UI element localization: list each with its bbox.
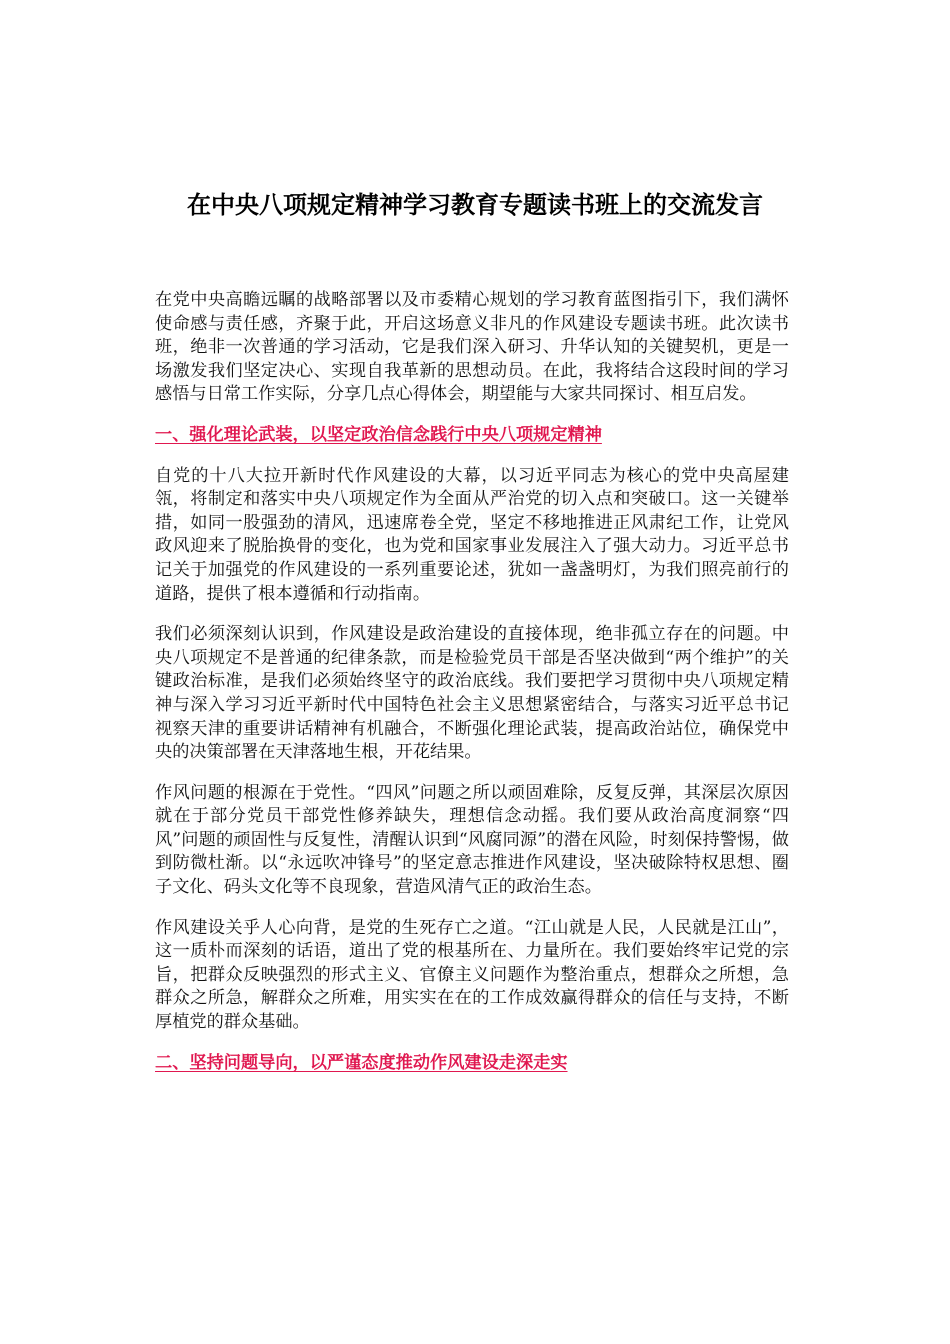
section-2-heading: 二、坚持问题导向，以严谨态度推动作风建设走深走实 <box>155 1052 568 1073</box>
section-1-paragraph-1: 自党的十八大拉开新时代作风建设的大幕，以习近平同志为核心的党中央高屋建瓴，将制定和落实中央八项规定作为全面从严治党的切入点和突破口。这一关键举措，如同一股强劲的清风，迅速席卷全党，坚定不移地推进正风肃纪工作，让党风政风迎来了脱胎换骨的变化，也为党和国家事业发展注入了强大动力。习近平总书记关于加强党的作风建设的一系列重要论述，犹如一盏盏明灯，为我们照亮前行的道路，提供了根本遵循和行动指南。 <box>155 465 789 604</box>
intro-paragraph: 在党中央高瞻远瞩的战略部署以及市委精心规划的学习教育蓝图指引下，我们满怀使命感与责任感，齐聚于此，开启这场意义非凡的作风建设专题读书班。此次读书班，绝非一次普通的学习活动，它是我们深入研习、升华认知的关键契机，更是一场激发我们坚定决心、实现自我革新的思想动员。在此，我将结合这段时间的学习感悟与日常工作实际，分享几点心得体会，期望能与大家共同探讨、相互启发。 <box>155 290 789 405</box>
section-1-heading: 一、强化理论武装，以坚定政治信念践行中央八项规定精神 <box>155 424 602 445</box>
section-1-paragraph-3: 作风问题的根源在于党性。“四风”问题之所以顽固难除，反复反弹，其深层次原因就在于部分党员干部党性修养缺失，理想信念动摇。我们要从政治高度洞察“四风”问题的顽固性与反复性，清醒认识到“风腐同源”的潜在风险，时刻保持警惕，做到防微杜渐。以“永远吹冲锋号”的坚定意志推进作风建设，坚决破除特权思想、圈子文化、码头文化等不良现象，营造风清气正的政治生态。 <box>155 782 789 898</box>
document-title: 在中央八项规定精神学习教育专题读书班上的交流发言 <box>187 191 763 219</box>
section-1-paragraph-2: 我们必须深刻认识到，作风建设是政治建设的直接体现，绝非孤立存在的问题。中央八项规定不是普通的纪律条款，而是检验党员干部是否坚决做到“两个维护”的关键政治标准，是我们必须始终坚守的政治底线。我们要把学习贯彻中央八项规定精神与深入学习习近平新时代中国特色社会主义思想紧密结合，与落实习近平总书记视察天津的重要讲话精神有机融合，不断强化理论武装，提高政治站位，确保党中央的决策部署在天津落地生根，开花结果。 <box>155 624 789 763</box>
section-1-paragraph-4: 作风建设关乎人心向背，是党的生死存亡之道。“江山就是人民，人民就是江山”，这一质朴而深刻的话语，道出了党的根基所在、力量所在。我们要始终牢记党的宗旨，把群众反映强烈的形式主义、官僚主义问题作为整治重点，想群众之所想，急群众之所急，解群众之所难，用实实在在的工作成效赢得群众的信任与支持，不断厚植党的群众基础。 <box>155 917 789 1033</box>
document-body <box>155 289 789 1092</box>
